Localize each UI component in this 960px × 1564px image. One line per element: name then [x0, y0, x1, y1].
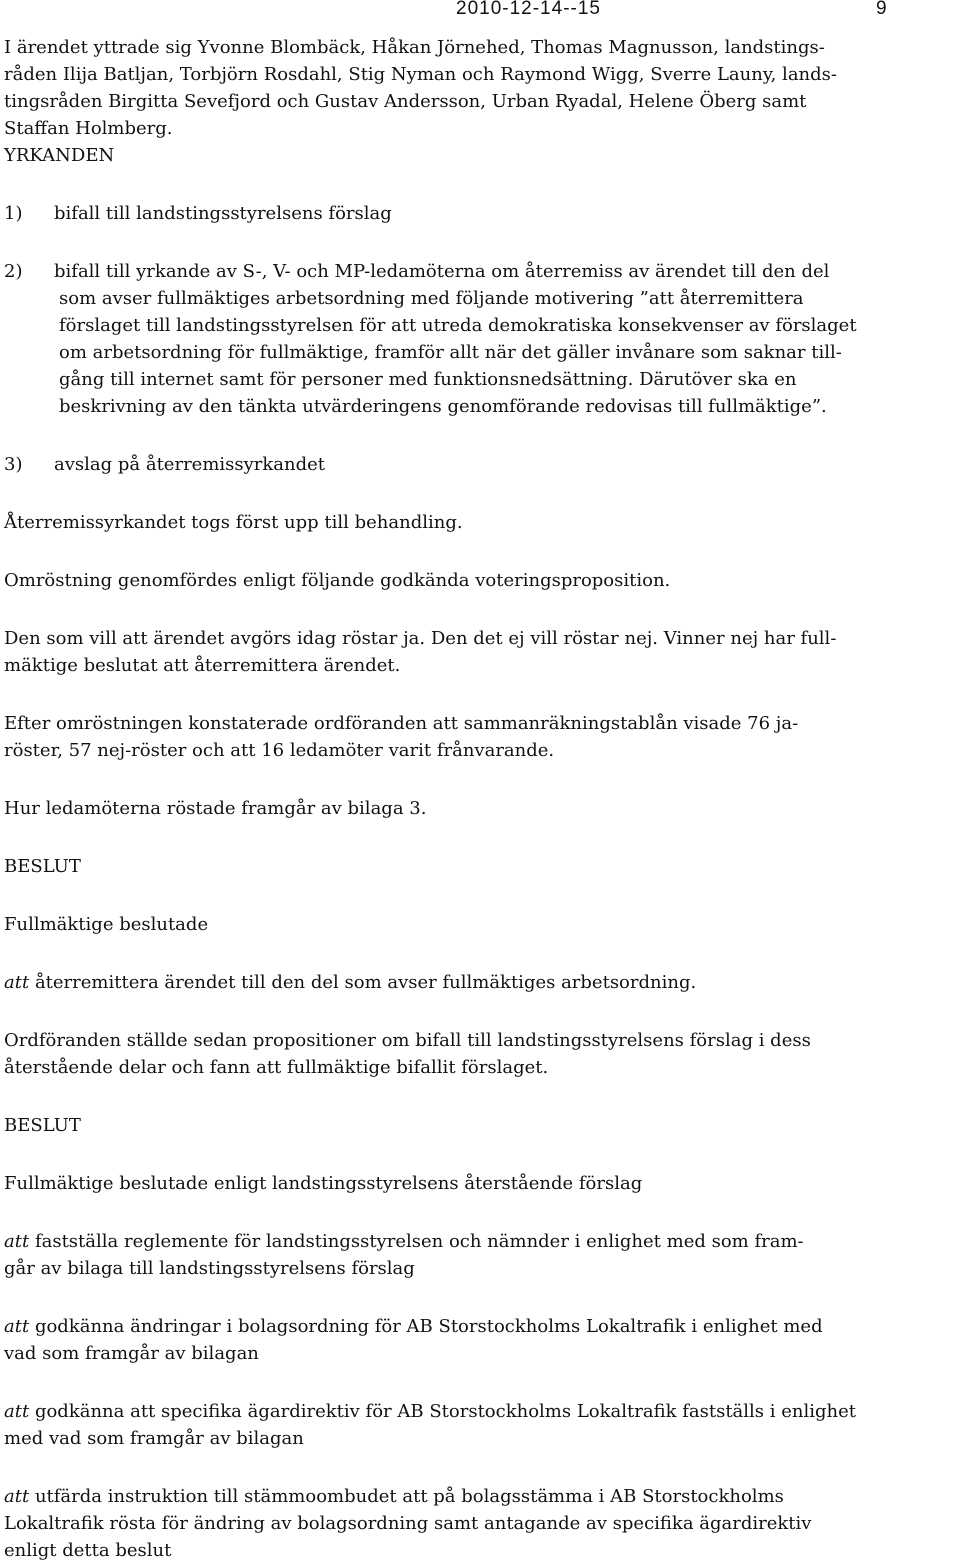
- page-header: [0, 0, 960, 24]
- att-clause-1: [4, 1228, 954, 1282]
- text-line: Efter omröstningen konstaterade ordföranden att sammanräkningstablån visade 76 ja-: [4, 713, 799, 734]
- beslut-heading-1: BESLUT: [4, 856, 81, 877]
- text-line: råden Ilija Batljan, Torbjörn Rosdahl, Stig Nyman och Raymond Wigg, Sverre Launy, lands-: [4, 64, 837, 85]
- yrkanden-heading: YRKANDEN: [4, 145, 115, 166]
- text-line: tingsråden Birgitta Sevefjord och Gustav Andersson, Urban Ryadal, Helene Öberg samt: [4, 91, 807, 112]
- att-clause-3: [4, 1398, 954, 1452]
- item-text: bifall till landstingsstyrelsens förslag: [54, 203, 392, 224]
- paragraph-aterremiss: Återremissyrkandet togs först upp till behandling.: [4, 512, 463, 533]
- beslut-1-att-clause: [4, 969, 954, 996]
- page-number: 9: [876, 0, 887, 19]
- item-number: 3): [4, 454, 23, 475]
- text-line: Den som vill att ärendet avgörs idag röstar ja. Den det ej vill röstar nej. Vinner nej har full-: [4, 628, 837, 649]
- item-text-line: beskrivning av den tänkta utvärderingens genomförande redovisas till fullmäktige”.: [59, 396, 827, 417]
- text-line: Staffan Holmberg.: [4, 118, 173, 139]
- att-keyword: att: [4, 1486, 30, 1507]
- clause-text: godkänna ändringar i bolagsordning för AB Storstockholms Lokaltrafik i enlighet med: [34, 1316, 823, 1337]
- text-line: I ärendet yttrade sig Yvonne Blombäck, Håkan Jörnehed, Thomas Magnusson, landstings-: [4, 37, 825, 58]
- clause-text: fastställa reglemente för landstingsstyrelsen och nämnder i enlighet med som fram-: [34, 1231, 804, 1252]
- beslut-2-intro: Fullmäktige beslutade enligt landstingsstyrelsens återstående förslag: [4, 1173, 643, 1194]
- clause-text-line: enligt detta beslut: [4, 1540, 172, 1561]
- text-line: mäktige beslutat att återremittera ärendet.: [4, 655, 401, 676]
- beslut-1-intro: Fullmäktige beslutade: [4, 914, 209, 935]
- text-line: röster, 57 nej-röster och att 16 ledamöter varit frånvarande.: [4, 740, 555, 761]
- paragraph-proposition: [4, 1027, 954, 1081]
- item-text: avslag på återremissyrkandet: [54, 454, 326, 475]
- yrkande-item-2: [4, 258, 954, 420]
- paragraph-votering: [4, 625, 954, 679]
- att-keyword: att: [4, 1401, 30, 1422]
- clause-text-line: vad som framgår av bilagan: [4, 1343, 259, 1364]
- text-line: återstående delar och fann att fullmäktige bifallit förslaget.: [4, 1057, 549, 1078]
- att-clause-4: [4, 1483, 954, 1564]
- clause-text: återremittera ärendet till den del som avser fullmäktiges arbetsordning.: [34, 972, 697, 993]
- clause-text: utfärda instruktion till stämmoombudet att på bolagsstämma i AB Storstockholms: [34, 1486, 784, 1507]
- clause-text: godkänna att specifika ägardirektiv för AB Storstockholms Lokaltrafik fastställs i enlighet: [34, 1401, 857, 1422]
- clause-text-line: med vad som framgår av bilagan: [4, 1428, 304, 1449]
- beslut-heading-2: BESLUT: [4, 1115, 81, 1136]
- item-text: bifall till yrkande av S-, V- och MP-ledamöterna om återremiss av ärendet till den del: [54, 261, 830, 282]
- document-date: 2010-12-14--15: [456, 0, 601, 19]
- yrkande-item-3: [4, 451, 954, 478]
- item-text-line: om arbetsordning för fullmäktige, framför allt när det gäller invånare som saknar till-: [59, 342, 842, 363]
- document-body: [4, 34, 954, 1564]
- paragraph-omrostning: Omröstning genomfördes enligt följande godkända voteringsproposition.: [4, 570, 671, 591]
- item-text-line: förslaget till landstingsstyrelsen för att utreda demokratiska konsekvenser av förslaget: [59, 315, 857, 336]
- paragraph-resultat: [4, 710, 954, 764]
- paragraph-bilaga: Hur ledamöterna röstade framgår av bilaga 3.: [4, 798, 427, 819]
- item-number: 1): [4, 203, 23, 224]
- text-line: Ordföranden ställde sedan propositioner om bifall till landstingsstyrelsens förslag i dess: [4, 1030, 811, 1051]
- att-keyword: att: [4, 1316, 30, 1337]
- item-text-line: som avser fullmäktiges arbetsordning med följande motivering ”att återremittera: [59, 288, 804, 309]
- clause-text-line: går av bilaga till landstingsstyrelsens förslag: [4, 1258, 415, 1279]
- item-number: 2): [4, 261, 23, 282]
- clause-text-line: Lokaltrafik rösta för ändring av bolagsordning samt antagande av specifika ägardirektiv: [4, 1513, 812, 1534]
- yrkande-item-1: [4, 200, 954, 227]
- item-text-line: gång till internet samt för personer med funktionsnedsättning. Därutöver ska en: [59, 369, 797, 390]
- att-keyword: att: [4, 972, 30, 993]
- intro-paragraph: [4, 34, 954, 142]
- att-clause-2: [4, 1313, 954, 1367]
- att-keyword: att: [4, 1231, 30, 1252]
